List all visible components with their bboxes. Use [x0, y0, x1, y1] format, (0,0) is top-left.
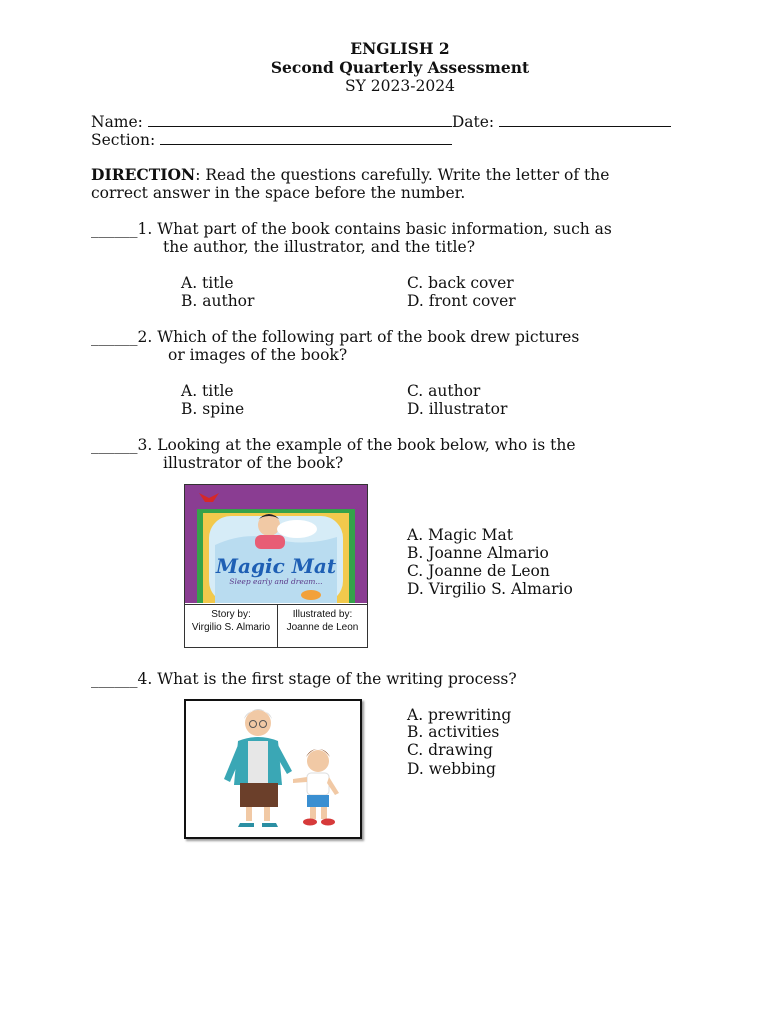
direction-line-1: DIRECTION: Read the questions carefully. Write the letter of the — [91, 165, 610, 184]
question-1-line-2: the author, the illustrator, and the title? — [163, 238, 475, 256]
illustrated-label: Illustrated by: — [292, 609, 353, 620]
answer-blank-1[interactable]: ______ — [91, 220, 138, 238]
q3-choice-c: C. Joanne de Leon — [407, 562, 550, 580]
q3-choice-d: D. Virgilio S. Almario — [407, 580, 573, 598]
illustrator-name: Joanne de Leon — [286, 622, 359, 633]
section-label: Section: — [91, 131, 156, 149]
answer-blank-3[interactable]: ______ — [91, 436, 138, 454]
q1-choice-c: C. back cover — [407, 274, 514, 292]
story-author: Virgilio S. Almario — [191, 622, 271, 633]
q3-choice-a: A. Magic Mat — [407, 526, 513, 544]
question-3: ______3. Looking at the example of the book below, who is the — [91, 436, 576, 454]
illustrator-credit — [278, 604, 367, 647]
direction-line-2: correct answer in the space before the number. — [91, 184, 466, 202]
book-cover-image — [184, 484, 368, 648]
question-2-line-2: or images of the book? — [168, 346, 348, 364]
school-year: SY 2023-2024 — [345, 77, 455, 95]
book-subtitle: Sleep early and dream... — [229, 577, 323, 586]
question-3-line-2: illustrator of the book? — [163, 454, 344, 472]
question-2: ______2. Which of the following part of the book drew pictures — [91, 328, 580, 346]
q1-choice-a: A. title — [181, 274, 234, 292]
section-field — [91, 131, 452, 149]
q1-choice-b: B. author — [181, 292, 255, 310]
subject-heading: ENGLISH 2 — [350, 39, 450, 58]
grandmother-and-child-icon — [186, 701, 360, 837]
story-label: Story by: — [211, 609, 251, 620]
grandmother-child-illustration — [184, 699, 362, 839]
assessment-title: Second Quarterly Assessment — [270, 58, 530, 77]
q4-choice-c: C. drawing — [407, 741, 493, 759]
q2-choice-b: B. spine — [181, 400, 245, 418]
name-field — [91, 113, 671, 131]
date-label: Date: — [451, 113, 495, 131]
direction-label: DIRECTION — [91, 165, 196, 184]
q3-choice-b: B. Joanne Almario — [407, 544, 549, 562]
section-blank[interactable] — [160, 131, 452, 145]
question-1: ______1. What part of the book contains basic information, such as — [91, 220, 612, 238]
q1-choice-d: D. front cover — [407, 292, 516, 310]
date-blank[interactable] — [499, 113, 671, 127]
q4-choice-b: B. activities — [407, 723, 500, 741]
answer-blank-2[interactable]: ______ — [91, 328, 138, 346]
story-credit — [185, 604, 278, 647]
answer-blank-4[interactable]: ______ — [91, 670, 138, 688]
q2-choice-a: A. title — [181, 382, 234, 400]
q4-choice-a: A. prewriting — [407, 706, 512, 724]
q2-choice-d: D. illustrator — [407, 400, 508, 418]
q4-choice-d: D. webbing — [407, 760, 496, 778]
book-cover-art — [185, 485, 367, 603]
name-blank[interactable] — [148, 113, 452, 127]
q2-choice-c: C. author — [407, 382, 481, 400]
question-4: ______4. What is the first stage of the writing process? — [91, 670, 517, 688]
name-label: Name: — [91, 113, 143, 131]
book-title: Magic Mat — [215, 554, 337, 578]
